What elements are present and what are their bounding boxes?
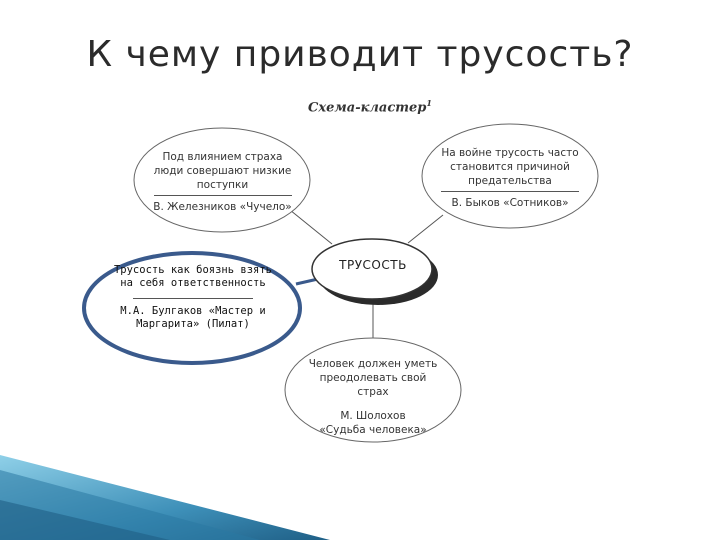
connector-left [296,279,318,284]
center-node-label: ТРУСОСТЬ [339,258,407,272]
node-left-source: М.А. Булгаков «Мастер и Маргарита» (Пилат) [120,305,266,330]
node-top-left [150,150,295,214]
node-top-right-statement: На войне трусость часто становится причиной предательства [441,147,579,187]
diagram-subtitle [300,98,440,115]
node-top-left-statement: Под влиянием страха люди совершают низкие поступки [153,151,292,191]
node-bottom [303,357,443,437]
node-bottom-statement: Человек должен уметь преодолевать свой страх [308,358,438,398]
node-top-right-divider [441,191,579,192]
node-top-right [436,146,584,210]
subtitle-text: Схема-кластер [308,100,427,116]
connector-top-right [408,215,443,243]
slide-title: К чему приводит трусость? [86,34,634,75]
node-left [108,264,278,331]
node-left-statement: Трусость как боязнь взять на себя ответственность [113,264,273,289]
node-left-divider [133,298,253,299]
node-top-left-source: В. Железников «Чучело» [153,201,292,213]
footnote-mark: 1 [426,98,432,108]
node-top-left-divider [154,195,292,196]
connector-top-left [290,210,332,244]
node-top-right-source: В. Быков «Сотников» [451,197,569,209]
node-bottom-work: «Судьба человека» [319,424,427,436]
node-bottom-author: М. Шолохов [340,410,406,422]
